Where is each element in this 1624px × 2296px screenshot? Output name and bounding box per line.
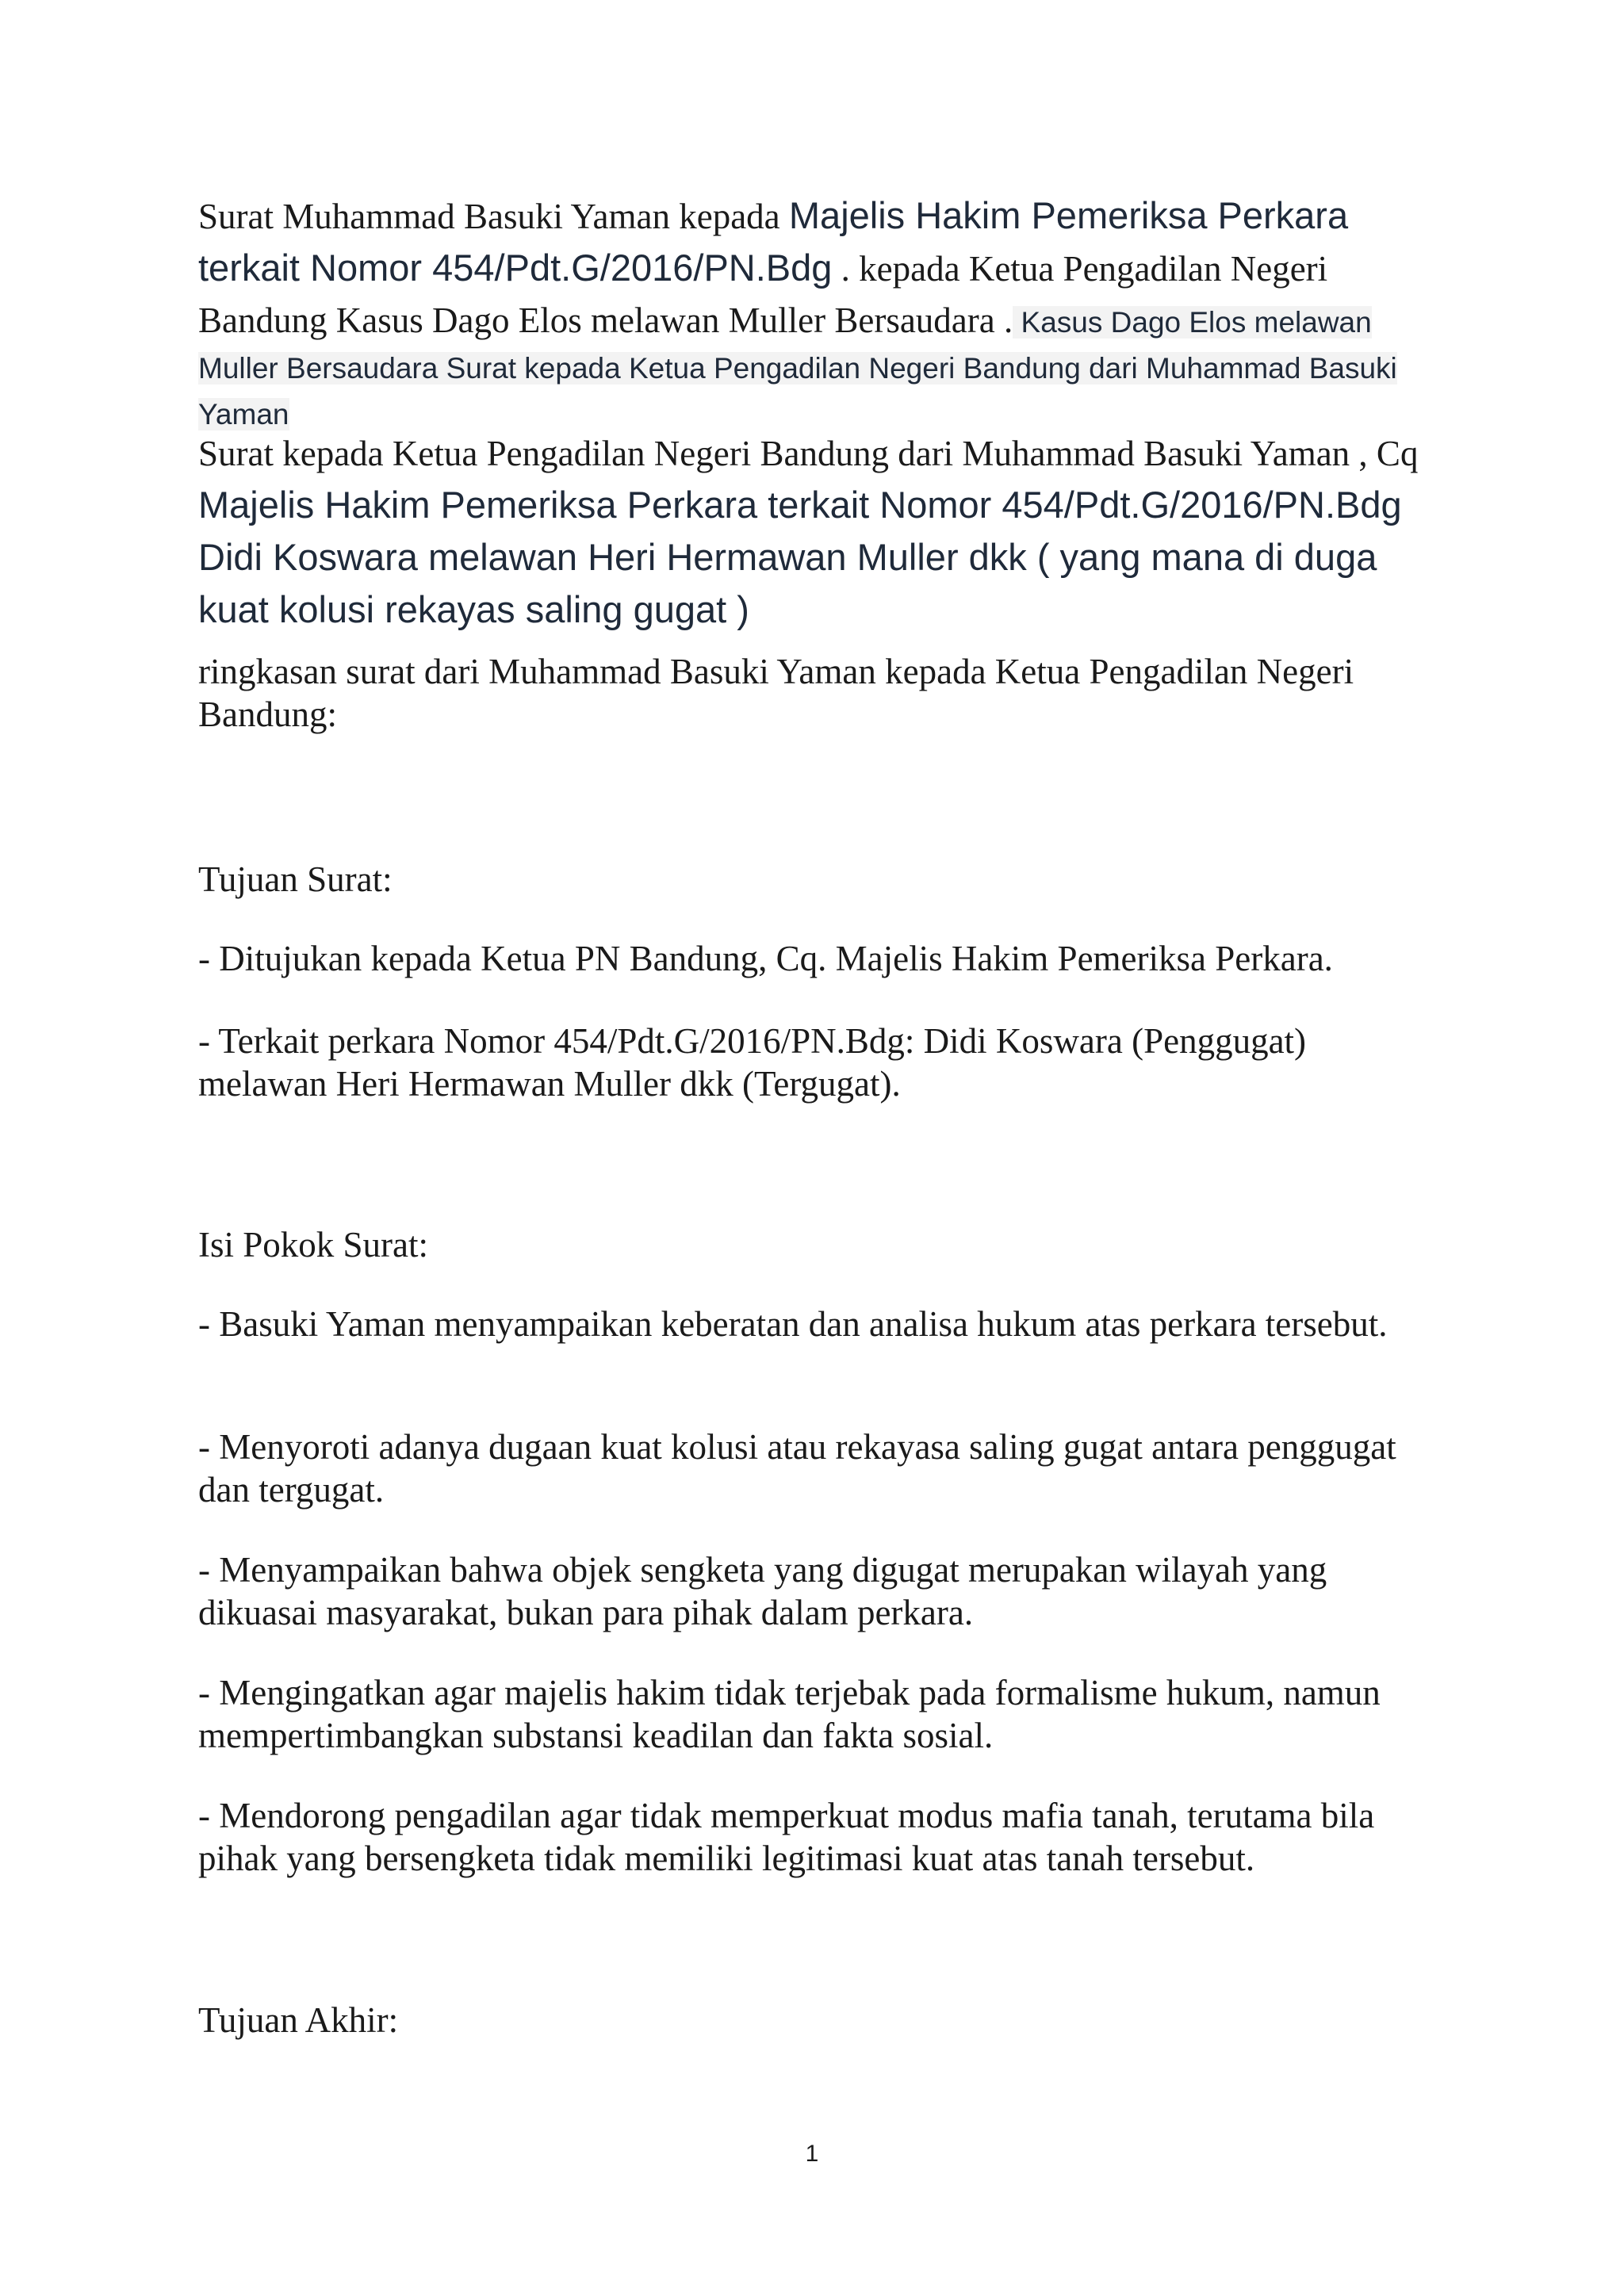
- list-item: - Mendorong pengadilan agar tidak memperkuat modus mafia tanah, terutama bila pihak yang bersengketa tidak memiliki legitimasi kuat atas tanah tersebut.: [198, 1796, 1375, 1878]
- summary-intro: ringkasan surat dari Muhammad Basuki Yaman kepada Ketua Pengadilan Negeri Bandung:: [198, 652, 1354, 734]
- intro-text-case-ref: Majelis Hakim Pemeriksa Perkara terkait Nomor 454/Pdt.G/2016/PN.Bdg: [198, 194, 1349, 289]
- list-item: - Menyampaikan bahwa objek sengketa yang digugat merupakan wilayah yang dikuasai masyarakat, bukan para pihak dalam perkara.: [198, 1550, 1327, 1632]
- intro-paragraph: [198, 194, 1435, 442]
- list-item: - Basuki Yaman menyampaikan keberatan dan analisa hukum atas perkara tersebut.: [198, 1304, 1388, 1344]
- section-title-tujuan: Tujuan Surat:: [198, 859, 393, 899]
- section-title-akhir: Tujuan Akhir:: [198, 2000, 399, 2040]
- list-item: - Menyoroti adanya dugaan kuat kolusi atau rekayasa saling gugat antara penggugat dan tergugat.: [198, 1427, 1396, 1510]
- list-item: - Terkait perkara Nomor 454/Pdt.G/2016/PN.Bdg: Didi Koswara (Penggugat) melawan Heri Hermawan Muller dkk (Tergugat).: [198, 1021, 1307, 1104]
- list-item: - Mengingatkan agar majelis hakim tidak terjebak pada formalisme hukum, namun mempertimbangkan substansi keadilan dan fakta sosial.: [198, 1673, 1381, 1755]
- section-title-isi: Isi Pokok Surat:: [198, 1225, 429, 1265]
- heading-text-2: Majelis Hakim Pemeriksa Perkara terkait Nomor 454/Pdt.G/2016/PN.Bdg Didi Koswara melawan Heri Hermawan Muller dkk ( yang mana di duga kuat kolusi rekayas saling gugat ): [198, 484, 1402, 630]
- page-number: 1: [805, 2141, 819, 2167]
- heading-text-1: Surat kepada Ketua Pengadilan Negeri Bandung dari Muhammad Basuki Yaman , Cq: [198, 434, 1419, 473]
- intro-text-highlight: Kasus Dago Elos melawan Muller Bersaudara Surat kepada Ketua Pengadilan Negeri Bandung dari Muhammad Basuki Yaman: [198, 306, 1397, 430]
- intro-text-2: . kepada Ketua Pengadilan Negeri Bandung Kasus Dago Elos melawan Muller Bersaudara .: [198, 249, 1328, 340]
- list-item: - Ditujukan kepada Ketua PN Bandung, Cq. Majelis Hakim Pemeriksa Perkara.: [198, 939, 1333, 978]
- intro-text-1: Surat Muhammad Basuki Yaman kepada: [198, 197, 789, 236]
- heading-paragraph: [198, 432, 1435, 641]
